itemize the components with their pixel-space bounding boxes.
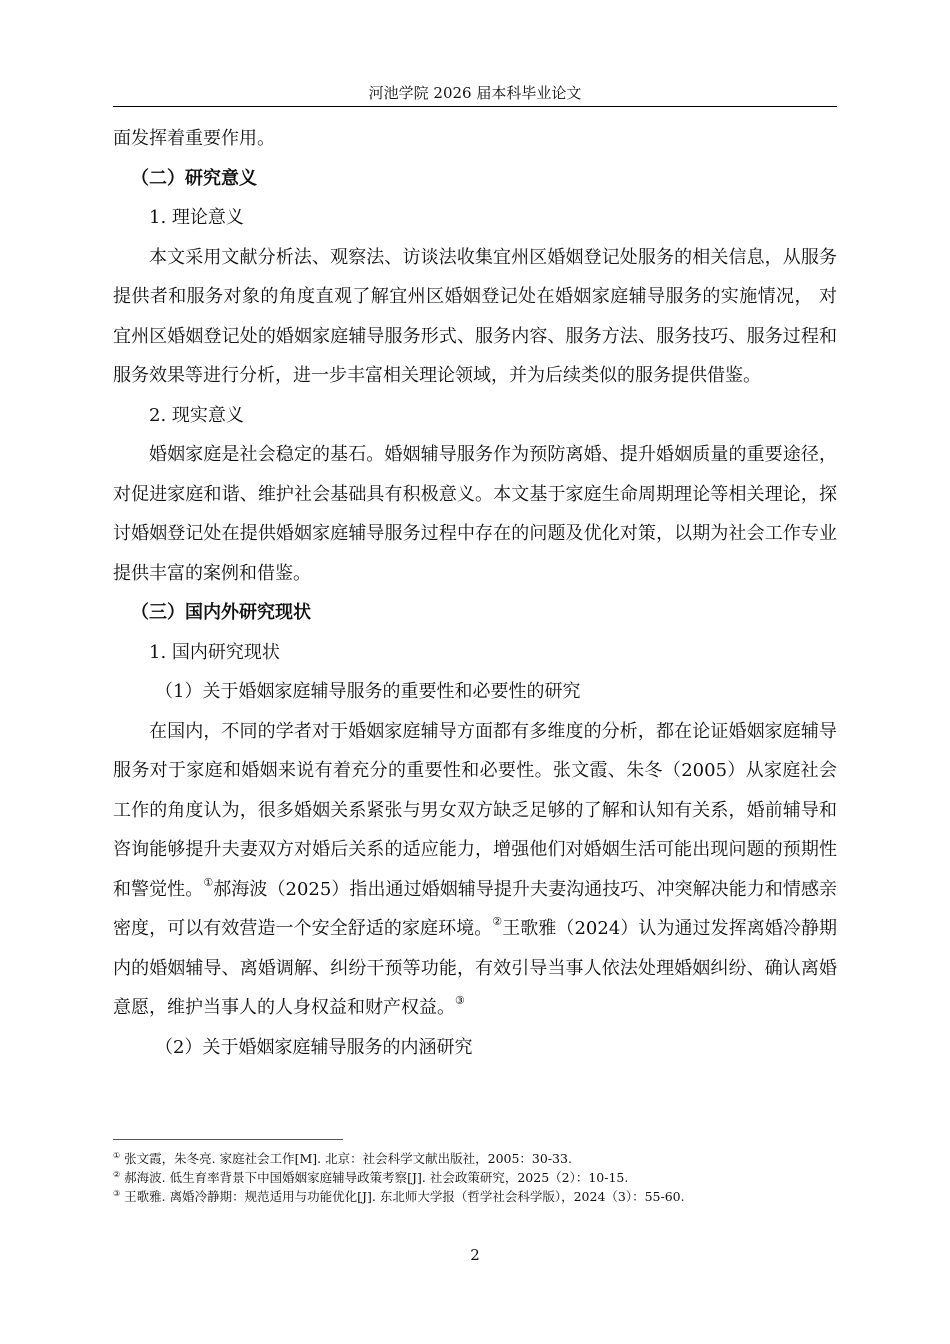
- footnotes: [113, 1149, 837, 1206]
- page-number: 2: [470, 1246, 480, 1264]
- header-divider: [113, 106, 837, 107]
- running-header: 河池学院 2026 届本科毕业论文: [368, 84, 582, 102]
- heading-importance-study: （1）关于婚姻家庭辅导服务的重要性和必要性的研究: [155, 681, 581, 702]
- heading-connotation-study: （2）关于婚姻家庭辅导服务的内涵研究: [155, 1036, 473, 1058]
- footnote-item: [113, 1168, 837, 1187]
- heading-domestic-status: 1. 国内研究现状: [149, 641, 280, 663]
- footnote-mark: ①: [113, 1151, 121, 1160]
- footnote-ref-1[interactable]: ①: [203, 875, 214, 889]
- importance-text-c: 王歌雅（2024）认为通过发挥离婚冷静期内的婚姻辅导、离婚调解、纠纷干预等功能，有效引导当事人依法处理婚姻纠纷、确认离婚意愿，维护当事人的人身权益和财产权益。: [113, 918, 837, 1018]
- footnote-text: 郝海波. 低生育率背景下中国婚姻家庭辅导政策考察[J]. 社会政策研究，2025（2）：10-15.: [124, 1170, 629, 1185]
- footnote-mark: ③: [113, 1189, 121, 1198]
- footnote-mark: ②: [113, 1170, 121, 1179]
- footnote-divider: [113, 1139, 343, 1140]
- footnote-text: 王歌雅. 离婚冷静期：规范适用与功能优化[J]. 东北师大学报（哲学社会科学版），2024（3）：55-60.: [124, 1189, 685, 1204]
- page-body: [113, 119, 837, 1067]
- heading-practical-significance: 2. 现实意义: [149, 404, 244, 426]
- paragraph-theoretical-significance: 本文采用文献分析法、观察法、访谈法收集宜州区婚姻登记处服务的相关信息，从服务提供者和服务对象的角度直观了解宜州区婚姻登记处在婚姻家庭辅导服务的实施情况， 对宜州区婚姻登记处的婚姻家庭辅导服务形式、服务内容、服务方法、服务技巧、服务过程和服务效果等进行分析，进一步丰富相关理论领域，并为后续类似的服务提供借鉴。: [113, 246, 837, 386]
- footnote-item: [113, 1149, 837, 1168]
- paragraph-importance-study: [113, 712, 837, 1028]
- importance-text-b: 郝海波（2025）指出通过婚姻辅导提升夫妻沟通技巧、冲突解决能力和情感亲密度，可以有效营造一个安全舒适的家庭环境。: [113, 878, 838, 939]
- footnote-item: [113, 1187, 837, 1206]
- heading-research-status: （三）国内外研究现状: [131, 602, 311, 623]
- footnote-ref-3[interactable]: ③: [455, 994, 465, 1007]
- paragraph-continuation: 面发挥着重要作用。: [113, 128, 275, 149]
- heading-theoretical-significance: 1. 理论意义: [149, 207, 244, 228]
- heading-research-significance: （二）研究意义: [131, 167, 257, 189]
- footnote-text: 张文霞，朱冬亮. 家庭社会工作[M]. 北京：社会科学文献出版社，2005：30-33.: [124, 1151, 572, 1166]
- importance-text-a: 在国内，不同的学者对于婚姻家庭辅导方面都有多维度的分析，都在论证婚姻家庭辅导服务对于家庭和婚姻来说有着充分的重要性和必要性。张文霞、朱冬（2005）从家庭社会工作的角度认为，很多婚姻关系紧张与男女双方缺乏足够的了解和认知有关系，婚前辅导和咨询能够提升夫妻双方对婚后关系的适应能力，增强他们对婚姻生活可能出现问题的预期性和警觉性。: [113, 720, 837, 900]
- footnote-ref-2[interactable]: ②: [492, 915, 503, 928]
- paragraph-practical-significance: 婚姻家庭是社会稳定的基石。婚姻辅导服务作为预防离婚、提升婚姻质量的重要途径，对促进家庭和谐、维护社会基础具有积极意义。本文基于家庭生命周期理论等相关理论，探讨婚姻登记处在提供婚姻家庭辅导服务过程中存在的问题及优化对策，以期为社会工作专业提供丰富的案例和借鉴。: [113, 444, 837, 584]
